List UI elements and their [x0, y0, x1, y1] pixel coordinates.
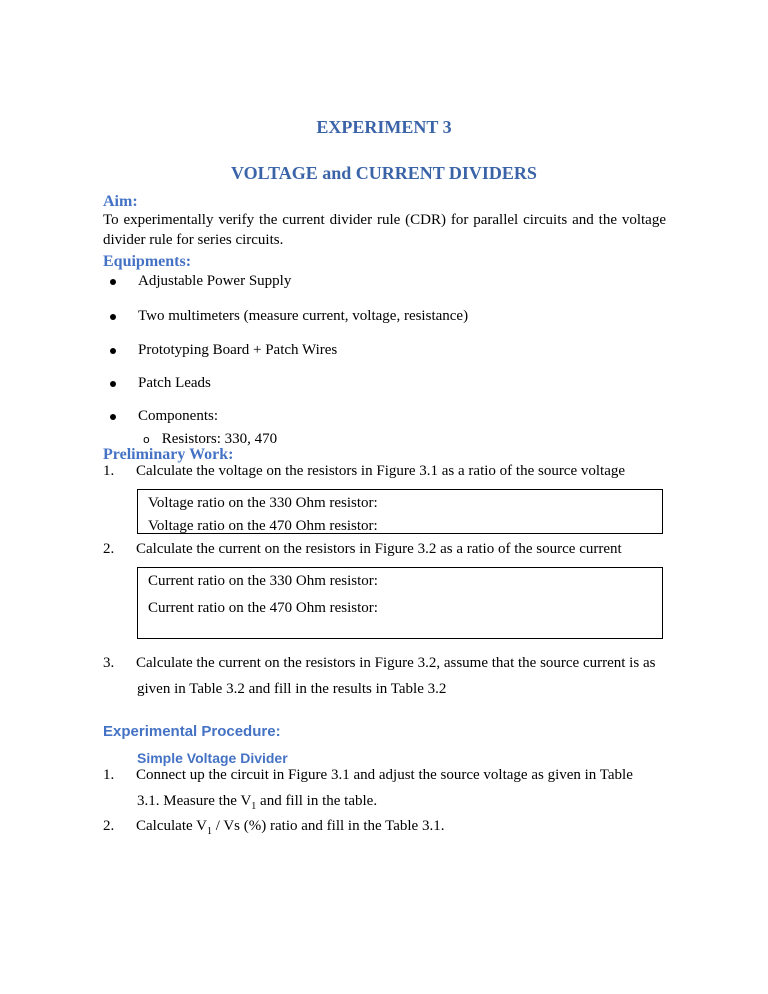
circle-bullet-icon: o — [143, 433, 150, 446]
procedure-subheading: Simple Voltage Divider — [137, 750, 288, 766]
bullet-icon — [110, 414, 116, 420]
voltage-ratio-answer-box[interactable] — [137, 489, 663, 534]
bullet-icon — [110, 381, 116, 387]
text-fragment: 3.1. Measure the V — [137, 793, 252, 809]
text-fragment: and fill in the table. — [256, 793, 378, 809]
main-title: VOLTAGE and CURRENT DIVIDERS — [231, 163, 537, 183]
bullet-icon — [110, 314, 116, 320]
answer-line: Voltage ratio on the 470 Ohm resistor: — [148, 518, 378, 534]
aim-line-2: divider rule for series circuits. — [103, 232, 284, 248]
preliminary-item-3 — [103, 655, 655, 672]
item-text: Calculate the current on the resistors in Figure 3.2 as a ratio of the source current — [136, 541, 622, 557]
item-number: 3. — [103, 655, 115, 671]
preliminary-item-1 — [103, 463, 625, 480]
item-text: Calculate the voltage on the resistors in Figure 3.1 as a ratio of the source voltage — [136, 463, 626, 479]
answer-line: Current ratio on the 470 Ohm resistor: — [148, 600, 378, 616]
preliminary-heading: Preliminary Work: — [103, 446, 234, 463]
item-text-continuation: given in Table 3.2 and fill in the results in Table 3.2 — [137, 681, 447, 697]
text-fragment: / Vs (%) ratio and fill in the Table 3.1. — [211, 818, 445, 834]
procedure-item-2 — [103, 818, 444, 837]
equipments-heading: Equipments: — [103, 253, 192, 270]
subscript: 1 — [206, 826, 212, 837]
equipment-item-label: Two multimeters (measure current, voltage, resistance) — [138, 308, 469, 324]
procedure-item-1 — [103, 767, 633, 784]
equipment-sub-item-label: Resistors: 330, 470 — [161, 431, 278, 447]
aim-heading: Aim: — [103, 193, 138, 210]
experiment-title: EXPERIMENT 3 — [316, 117, 452, 137]
item-number: 2. — [103, 541, 115, 557]
bullet-icon — [110, 279, 116, 285]
procedure-heading: Experimental Procedure: — [103, 723, 281, 740]
equipment-item-label: Prototyping Board + Patch Wires — [138, 342, 338, 358]
bullet-icon — [110, 348, 116, 354]
equipment-item-label: Components: — [138, 408, 219, 424]
item-number: 2. — [103, 818, 115, 834]
text-fragment: Calculate V — [136, 818, 207, 834]
subscript: 1 — [251, 801, 257, 812]
item-number: 1. — [103, 463, 115, 479]
answer-line: Current ratio on the 330 Ohm resistor: — [148, 573, 378, 589]
item-text: Connect up the circuit in Figure 3.1 and adjust the source voltage as given in Table — [136, 767, 633, 783]
answer-line: Voltage ratio on the 330 Ohm resistor: — [148, 495, 378, 511]
preliminary-item-2 — [103, 541, 622, 558]
aim-text — [103, 210, 666, 250]
current-ratio-answer-box[interactable] — [137, 567, 663, 639]
item-text: Calculate the current on the resistors in Figure 3.2, assume that the source current is as — [136, 655, 656, 671]
equipment-item-label: Patch Leads — [138, 375, 211, 391]
item-number: 1. — [103, 767, 115, 783]
equipment-item-label: Adjustable Power Supply — [138, 273, 292, 289]
aim-line-1: To experimentally verify the current divider rule (CDR) for parallel circuits and the voltage — [103, 212, 666, 228]
item-text-continuation — [137, 793, 377, 812]
